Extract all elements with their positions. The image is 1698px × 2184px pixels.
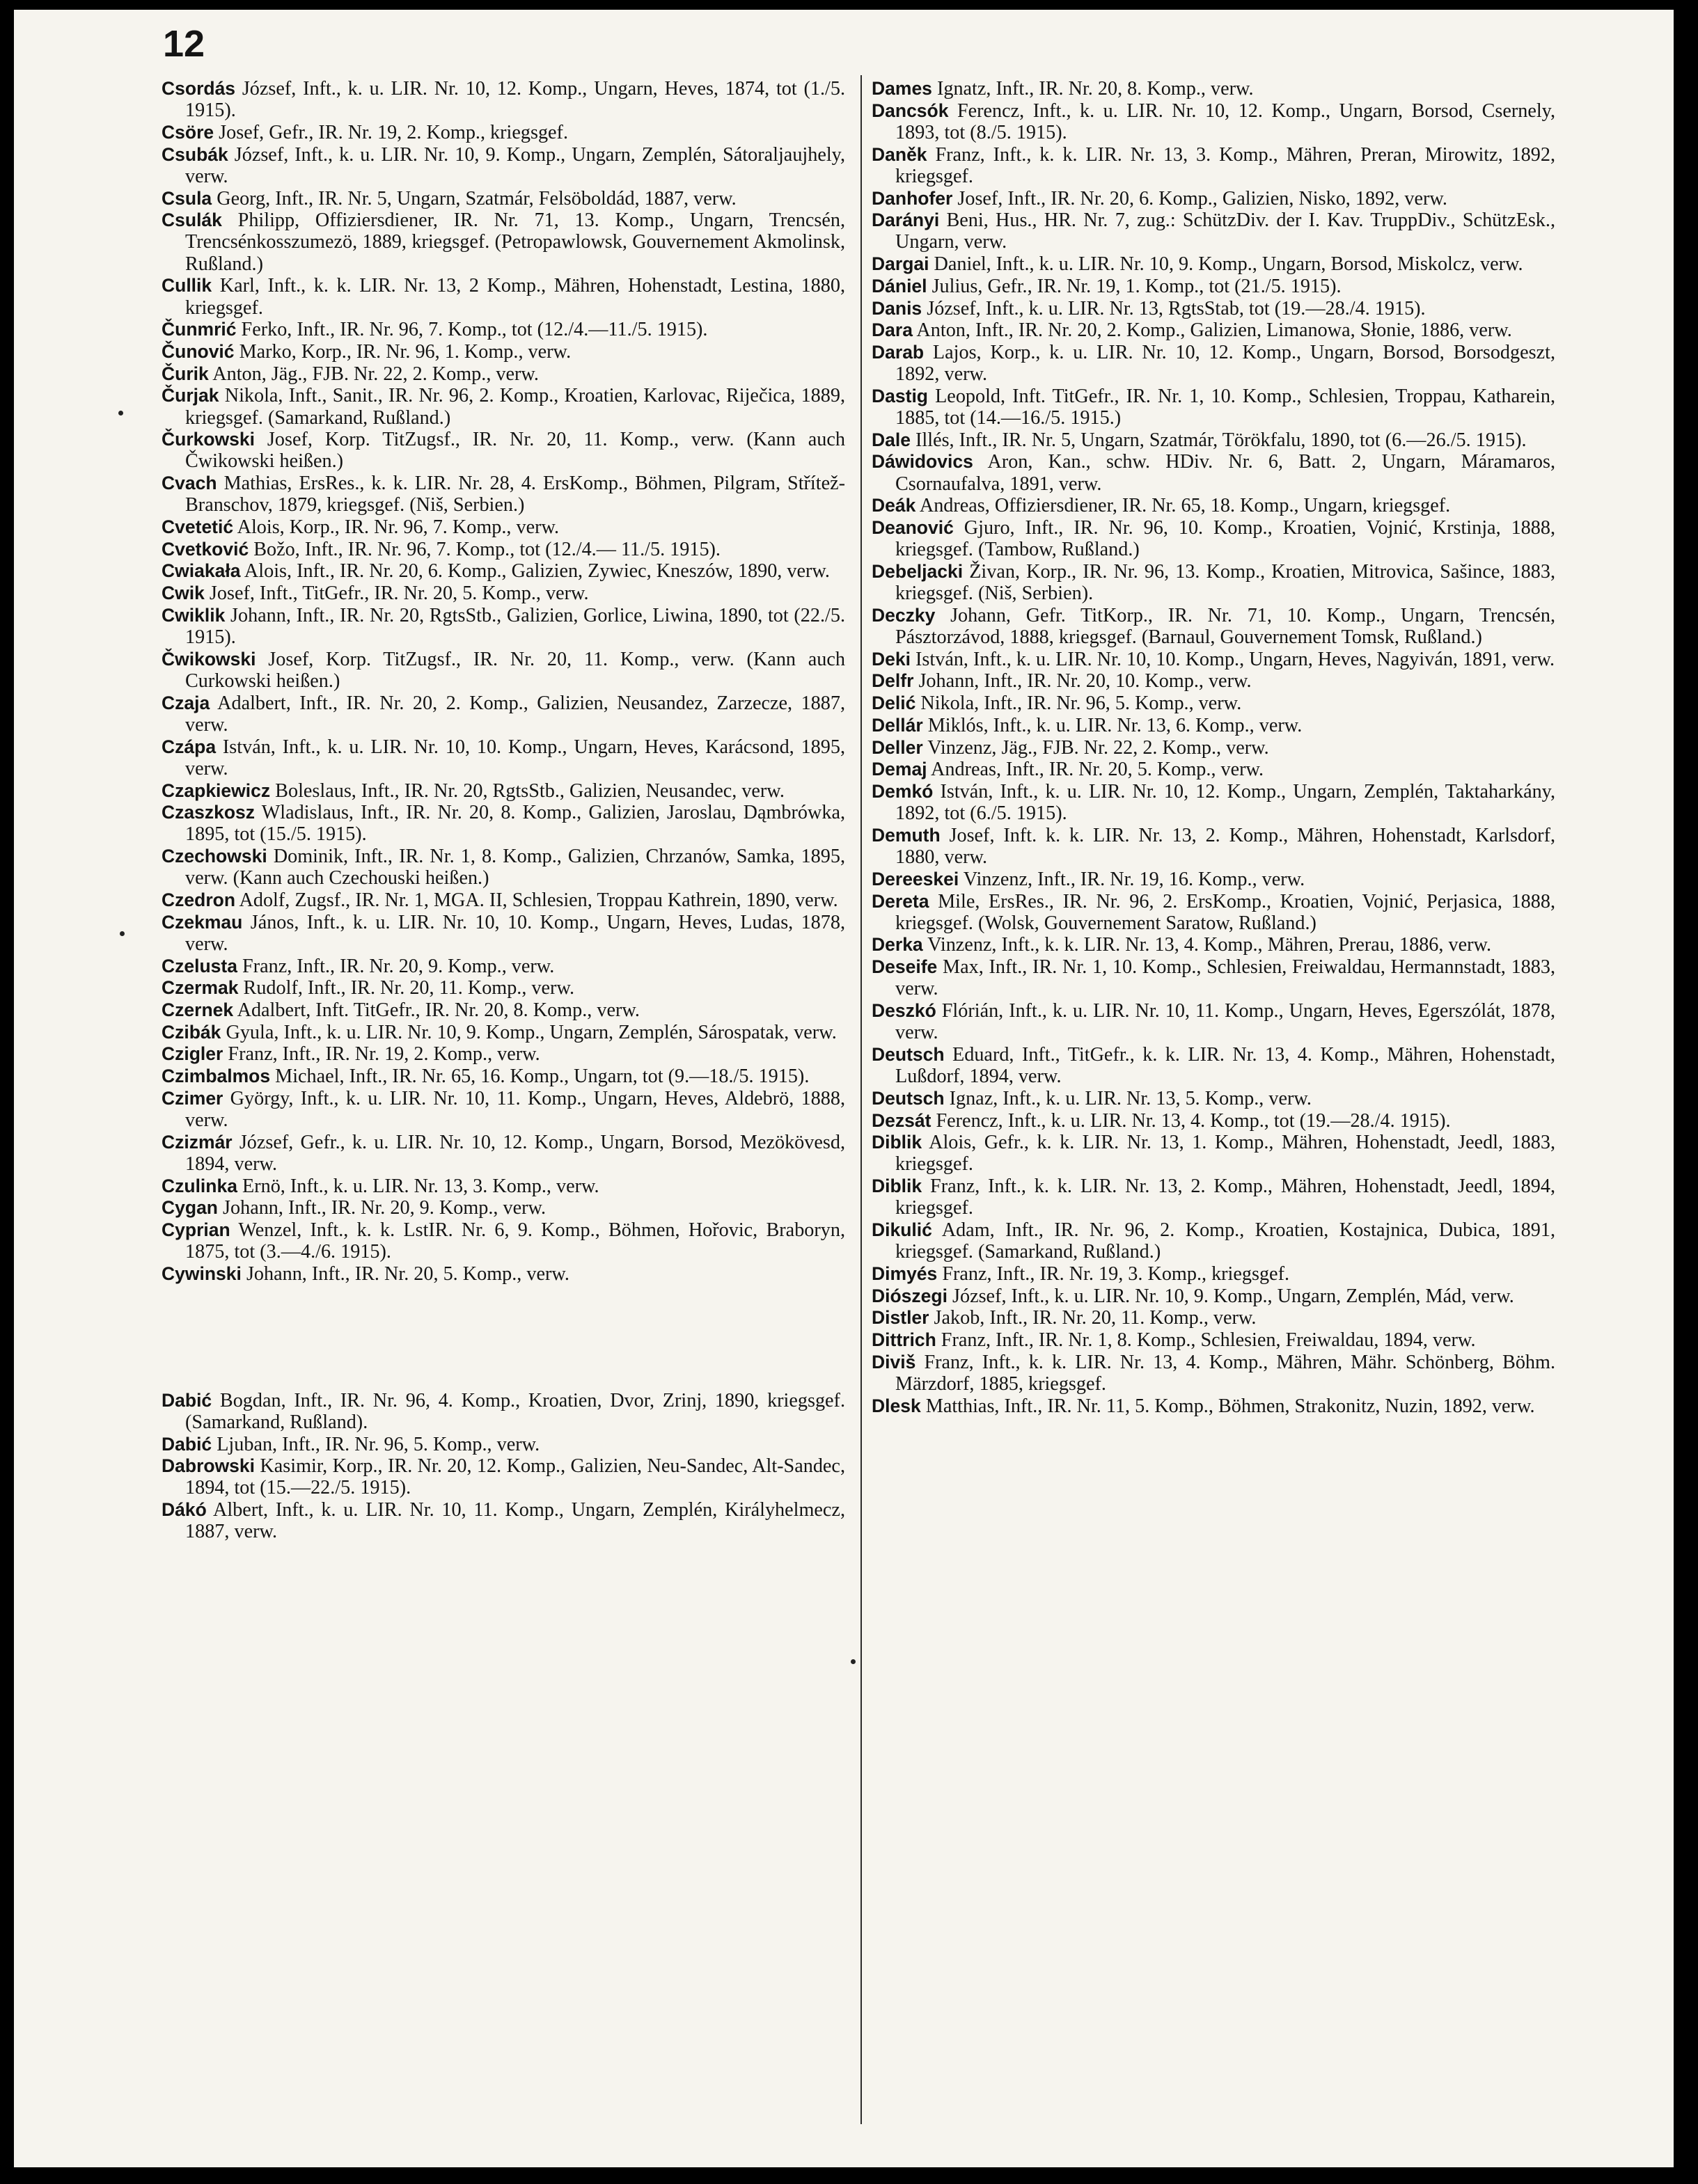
register-entry (872, 517, 1555, 560)
entry-details: Živan, Korp., IR. Nr. 96, 13. Komp., Kroatien, Mitrovica, Sašince, 1883, kriegsgef. (Niš, Serbien). (895, 560, 1555, 605)
register-entry (162, 1197, 845, 1219)
entry-details: Franz, Inft., IR. Nr. 19, 2. Komp., verw. (223, 1043, 540, 1066)
entry-details: Franz, Inft., IR. Nr. 1, 8. Komp., Schlesien, Freiwaldau, 1894, verw. (936, 1329, 1476, 1352)
register-entry (162, 1390, 845, 1433)
register-entry (872, 737, 1555, 759)
entry-details: Ferko, Inft., IR. Nr. 96, 7. Komp., tot (12./4.—11./5. 1915). (236, 319, 708, 341)
entry-details: Vinzenz, Inft., IR. Nr. 19, 16. Komp., verw. (959, 868, 1305, 890)
entry-details: Kasimir, Korp., IR. Nr. 20, 12. Komp., Galizien, Neu-Sandec, Alt-Sandec, 1894, tot (15.—22./5. 1915). (185, 1455, 845, 1499)
entry-details: Albert, Inft., k. u. LIR. Nr. 10, 11. Komp., Ungarn, Zemplén, Királyhelmecz, 1887, verw. (185, 1499, 845, 1543)
entry-surname: Czimbalmos (162, 1066, 271, 1087)
entry-details: Anton, Jäg., FJB. Nr. 22, 2. Komp., verw. (208, 363, 539, 385)
register-entry (162, 1132, 845, 1175)
entry-details: Andreas, Offiziersdiener, IR. Nr. 65, 18. Komp., Ungarn, kriegsgef. (915, 495, 1451, 517)
entry-details: Gjuro, Inft., IR. Nr. 96, 10. Komp., Kroatien, Vojnić, Krstinja, 1888, kriegsgef. (Tambow, Rußland.) (895, 517, 1555, 561)
register-entry (872, 253, 1555, 275)
register-entry (872, 78, 1555, 100)
entry-surname: Czedron (162, 889, 235, 911)
entry-details: Jakob, Inft., IR. Nr. 20, 11. Komp., verw. (929, 1307, 1257, 1329)
register-entry (872, 342, 1555, 385)
register-entry (162, 999, 845, 1021)
entry-details: János, Inft., k. u. LIR. Nr. 10, 10. Komp., Ungarn, Heves, Ludas, 1878, verw. (185, 911, 845, 955)
entry-surname: Czekmau (162, 911, 243, 933)
entry-surname: Cywinski (162, 1263, 242, 1284)
entry-surname: Dale (872, 429, 911, 450)
entry-surname: Darab (872, 341, 925, 363)
entry-details: István, Inft., k. u. LIR. Nr. 10, 10. Komp., Ungarn, Heves, Karácsond, 1895, verw. (185, 736, 845, 780)
entry-details: Ljuban, Inft., IR. Nr. 96, 5. Komp., verw. (212, 1433, 540, 1455)
entry-details: Anton, Inft., IR. Nr. 20, 2. Komp., Galizien, Limanowa, Słonie, 1886, verw. (912, 319, 1512, 342)
entry-details: Ignaz, Inft., k. u. LIR. Nr. 13, 5. Komp., verw. (944, 1087, 1312, 1109)
register-entry (872, 100, 1555, 143)
register-entry (162, 605, 845, 648)
entry-surname: Dastig (872, 385, 928, 406)
entry-details: Alois, Inft., IR. Nr. 20, 6. Komp., Galizien, Zywiec, Kneszów, 1890, verw. (240, 560, 830, 583)
entry-surname: Deák (872, 495, 916, 516)
register-entry (872, 1285, 1555, 1307)
entry-surname: Cullik (162, 275, 212, 296)
register-entry (162, 977, 845, 999)
entry-surname: Dargai (872, 253, 929, 275)
entry-surname: Cvach (162, 473, 217, 494)
register-entry (872, 298, 1555, 319)
entry-details: Franz, Inft., k. k. LIR. Nr. 13, 3. Komp., Mähren, Preran, Mirowitz, 1892, kriegsgef. (895, 143, 1555, 187)
register-entry (162, 1219, 845, 1263)
register-entry (872, 781, 1555, 824)
entry-details: Franz, Inft., k. k. LIR. Nr. 13, 2. Komp., Mähren, Hohenstadt, Jeedl, 1894, kriegsgef. (895, 1176, 1555, 1219)
entry-surname: Deki (872, 648, 911, 670)
entry-surname: Debeljacki (872, 560, 964, 582)
entry-details: Karl, Inft., k. k. LIR. Nr. 13, 2 Komp., Mähren, Hohenstadt, Lestina, 1880, kriegsgef. (185, 275, 845, 319)
register-entry (872, 386, 1555, 429)
entry-surname: Dákó (162, 1499, 207, 1521)
entry-surname: Čurkowski (162, 429, 256, 450)
entry-details: Ferencz, Inft., k. u. LIR. Nr. 13, 4. Komp., tot (19.—28./4. 1915). (931, 1109, 1451, 1132)
register-entry (872, 429, 1555, 451)
entry-surname: Delić (872, 693, 916, 714)
entry-surname: Deller (872, 736, 923, 758)
register-entry (872, 276, 1555, 297)
entry-surname: Dabrowski (162, 1455, 256, 1477)
entry-details: József, Gefr., k. u. LIR. Nr. 10, 12. Komp., Ungarn, Borsod, Mezökövesd, 1894, verw. (185, 1131, 845, 1175)
register-entry (162, 188, 845, 209)
entry-surname: Deczky (872, 604, 936, 626)
entry-surname: Cwik (162, 583, 205, 604)
right-column (872, 78, 1555, 1417)
entry-details: Alois, Korp., IR. Nr. 96, 7. Komp., verw. (233, 516, 560, 539)
register-entry (872, 1088, 1555, 1109)
document-page (14, 10, 1674, 2167)
register-entry (162, 319, 845, 340)
entry-details: Boleslaus, Inft., IR. Nr. 20, RgtsStb., Galizien, Neusandec, verw. (270, 780, 785, 802)
entry-surname: Csula (162, 187, 212, 209)
entry-details: Michael, Inft., IR. Nr. 65, 16. Komp., Ungarn, tot (9.—18./5. 1915). (270, 1066, 810, 1088)
entry-details: Lajos, Korp., k. u. LIR. Nr. 10, 12. Komp., Ungarn, Borsod, Borsodgeszt, 1892, verw. (895, 341, 1555, 386)
entry-surname: Dancsók (872, 100, 949, 121)
register-entry (162, 1022, 845, 1043)
entry-surname: Danhofer (872, 187, 953, 209)
entry-details: Josef, Gefr., IR. Nr. 19, 2. Komp., kriegsgef. (214, 121, 568, 143)
register-entry (162, 1176, 845, 1197)
register-entry (872, 956, 1555, 999)
register-entry (872, 715, 1555, 736)
entry-surname: Deszkó (872, 1000, 936, 1022)
entry-surname: Dames (872, 78, 932, 99)
entry-details: Johann, Inft., IR. Nr. 20, 5. Komp., verw. (241, 1263, 569, 1285)
entry-details: Alois, Gefr., k. k. LIR. Nr. 13, 1. Komp., Mähren, Hohenstadt, Jeedl, 1883, kriegsgef. (895, 1132, 1555, 1176)
entry-details: Johann, Inft., IR. Nr. 20, 9. Komp., verw. (218, 1197, 547, 1219)
register-entry (162, 1066, 845, 1087)
register-entry (872, 1263, 1555, 1285)
entry-surname: Czelusta (162, 955, 237, 976)
entry-details: Dominik, Inft., IR. Nr. 1, 8. Komp., Galizien, Chrzanów, Samka, 1895, verw. (Kann auch Czechouski heißen.) (185, 846, 845, 889)
right-column-d-entries (872, 78, 1555, 1417)
entry-details: József, Inft., k. u. LIR. Nr. 13, RgtsStab, tot (19.—28./4. 1915). (922, 297, 1426, 319)
register-entry (162, 144, 845, 187)
entry-details: Franz, Inft., k. k. LIR. Nr. 13, 4. Komp., Mähren, Mähr. Schönberg, Böhm. Märzdorf, 1885, kriegsgef. (895, 1351, 1555, 1395)
entry-surname: Čurik (162, 363, 209, 384)
entry-surname: Demuth (872, 824, 941, 846)
register-entry (162, 802, 845, 845)
entry-surname: Czaja (162, 692, 210, 713)
entry-details: Johann, Inft., IR. Nr. 20, 10. Komp., verw. (913, 670, 1252, 693)
entry-details: Božo, Inft., IR. Nr. 96, 7. Komp., tot (12./4.— 11./5. 1915). (249, 538, 721, 560)
register-entry (872, 934, 1555, 956)
entry-details: Ignatz, Inft., IR. Nr. 20, 8. Komp., verw. (931, 78, 1254, 100)
entry-details: Josef, Korp. TitZugsf., IR. Nr. 20, 11. Komp., verw. (Kann auch Čwikowski heißen.) (185, 429, 845, 473)
register-entry (162, 693, 845, 736)
entry-surname: Diószegi (872, 1285, 948, 1306)
register-entry (162, 846, 845, 889)
section-gap (162, 1285, 845, 1390)
entry-details: Josef, Inft. k. k. LIR. Nr. 13, 2. Komp., Mähren, Hohenstadt, Karlsdorf, 1880, verw. (895, 824, 1555, 869)
register-entry (162, 1263, 845, 1285)
entry-surname: Dabić (162, 1433, 212, 1455)
register-entry (162, 889, 845, 911)
entry-surname: Dara (872, 319, 913, 341)
entry-details: Vinzenz, Inft., k. k. LIR. Nr. 13, 4. Komp., Mähren, Prerau, 1886, verw. (922, 934, 1492, 956)
entry-surname: Czizmár (162, 1131, 233, 1153)
entry-details: Adalbert, Inft. TitGefr., IR. Nr. 20, 8. Komp., verw. (233, 999, 640, 1022)
register-entry (162, 385, 845, 428)
entry-surname: Dáwidovics (872, 451, 973, 473)
entry-surname: Dereeskei (872, 868, 959, 889)
entry-details: Mile, ErsRes., IR. Nr. 96, 2. ErsKomp., Kroatien, Vojnić, Perjasica, 1888, kriegsgef. (Wolsk, Gouvernement Saratow, Rußland.) (895, 890, 1555, 934)
entry-surname: Delfr (872, 670, 914, 692)
entry-details: István, Inft., k. u. LIR. Nr. 10, 12. Komp., Ungarn, Zemplén, Taktaharkány, 1892, tot (6./5. 1915). (895, 781, 1555, 825)
register-entry (872, 825, 1555, 868)
entry-surname: Czechowski (162, 846, 267, 867)
register-entry (162, 429, 845, 472)
register-entry (872, 1132, 1555, 1175)
entry-details: Nikola, Inft., IR. Nr. 96, 5. Komp., verw. (915, 693, 1242, 715)
entry-surname: Čurjak (162, 385, 219, 406)
register-entry (872, 670, 1555, 692)
entry-details: Leopold, Inft. TitGefr., IR. Nr. 1, 10. Komp., Schlesien, Troppau, Katharein, 1885, tot (14.—16./5. 1915.) (895, 385, 1555, 429)
entry-details: Josef, Korp. TitZugsf., IR. Nr. 20, 11. Komp., verw. (Kann auch Curkowski heißen.) (185, 648, 845, 692)
entry-details: Johann, Inft., IR. Nr. 20, RgtsStb., Galizien, Gorlice, Liwina, 1890, tot (22./5. 1915). (185, 604, 845, 649)
register-entry (162, 560, 845, 582)
entry-surname: Czulinka (162, 1175, 237, 1196)
entry-surname: Demkó (872, 781, 934, 802)
entry-surname: Czibák (162, 1021, 221, 1043)
entry-details: István, Inft., k. u. LIR. Nr. 10, 10. Komp., Ungarn, Heves, Nagyiván, 1891, verw. (910, 648, 1555, 670)
entry-surname: Deanović (872, 517, 954, 539)
entry-details: Wladislaus, Inft., IR. Nr. 20, 8. Komp., Galizien, Jaroslau, Dąmbrówka, 1895, tot (15./5. 1915). (185, 802, 845, 846)
entry-details: Vinzenz, Jäg., FJB. Nr. 22, 2. Komp., verw. (922, 736, 1269, 759)
entry-surname: Darányi (872, 209, 940, 231)
entry-surname: Demaj (872, 759, 927, 780)
entry-surname: Deutsch (872, 1043, 945, 1065)
entry-surname: Dimyés (872, 1263, 938, 1284)
entry-surname: Cwiklik (162, 604, 226, 626)
entry-details: Marko, Korp., IR. Nr. 96, 1. Komp., verw. (234, 340, 572, 363)
entry-details: Illés, Inft., IR. Nr. 5, Ungarn, Szatmár, Törökfalu, 1890, tot (6.—26./5. 1915). (910, 429, 1527, 451)
left-column-d-entries (162, 1390, 845, 1543)
entry-surname: Csordás (162, 78, 236, 99)
register-entry (872, 1044, 1555, 1087)
entry-details: Wenzel, Inft., k. k. LstIR. Nr. 6, 9. Komp., Böhmen, Hořovic, Braboryn, 1875, tot (3.—4./6. 1915). (185, 1219, 845, 1263)
register-entry (872, 649, 1555, 670)
register-entry (162, 583, 845, 604)
entry-surname: Czápa (162, 736, 217, 757)
entry-surname: Czaszkosz (162, 802, 256, 823)
register-entry (872, 561, 1555, 604)
register-entry (872, 1110, 1555, 1132)
entry-surname: Cygan (162, 1197, 218, 1219)
register-entry (872, 891, 1555, 934)
entry-surname: Diviš (872, 1351, 916, 1372)
register-entry (872, 693, 1555, 714)
register-entry (872, 319, 1555, 341)
entry-surname: Csulák (162, 209, 222, 231)
register-entry (162, 1455, 845, 1498)
register-entry (162, 1088, 845, 1131)
entry-surname: Czapkiewicz (162, 780, 271, 801)
entry-surname: Czimer (162, 1087, 223, 1109)
entry-surname: Dániel (872, 275, 927, 296)
entry-surname: Distler (872, 1307, 929, 1329)
entry-details: Eduard, Inft., TitGefr., k. k. LIR. Nr. 13, 4. Komp., Mähren, Hohenstadt, Lußdorf, 1894, verw. (895, 1043, 1555, 1088)
entry-surname: Cwiakała (162, 560, 241, 582)
entry-surname: Dereta (872, 890, 929, 912)
entry-surname: Dittrich (872, 1329, 936, 1351)
entry-surname: Csöre (162, 121, 214, 143)
register-entry (872, 1329, 1555, 1351)
register-entry (162, 341, 845, 363)
entry-details: György, Inft., k. u. LIR. Nr. 10, 11. Komp., Ungarn, Heves, Aldebrö, 1888, verw. (185, 1087, 845, 1132)
entry-surname: Danis (872, 297, 922, 319)
entry-surname: Čunović (162, 340, 235, 362)
register-entry (872, 1307, 1555, 1329)
entry-details: Aron, Kan., schw. HDiv. Nr. 6, Batt. 2, Ungarn, Máramaros, Csornaufalva, 1891, verw. (895, 451, 1555, 495)
print-speck (851, 1659, 856, 1664)
print-speck (120, 931, 125, 936)
entry-details: Daniel, Inft., k. u. LIR. Nr. 10, 9. Komp., Ungarn, Borsod, Miskolcz, verw. (929, 253, 1523, 276)
entry-surname: Czigler (162, 1043, 223, 1065)
register-entry (872, 144, 1555, 187)
entry-surname: Dezsát (872, 1109, 931, 1131)
entry-details: Bogdan, Inft., IR. Nr. 96, 4. Komp., Kroatien, Dvor, Zrinj, 1890, kriegsgef. (Samarkand, Rußland). (185, 1389, 845, 1433)
entry-details: Rudolf, Inft., IR. Nr. 20, 11. Komp., verw. (238, 977, 575, 999)
entry-surname: Deseife (872, 956, 938, 978)
register-entry (872, 1000, 1555, 1043)
entry-details: Julius, Gefr., IR. Nr. 19, 1. Komp., tot (21./5. 1915). (927, 275, 1342, 297)
entry-surname: Cvetetić (162, 516, 234, 538)
entry-surname: Csubák (162, 143, 228, 165)
register-entry (162, 649, 845, 692)
entry-surname: Dellár (872, 714, 923, 736)
entry-surname: Czermak (162, 977, 239, 999)
entry-surname: Deutsch (872, 1087, 945, 1109)
register-entry (162, 956, 845, 977)
entry-details: Andreas, Inft., IR. Nr. 20, 5. Komp., verw. (927, 759, 1264, 781)
entry-details: Flórián, Inft., k. u. LIR. Nr. 10, 11. Komp., Ungarn, Heves, Egerszólát, 1878, verw. (895, 1000, 1555, 1044)
register-entry (872, 869, 1555, 890)
entry-details: Miklós, Inft., k. u. LIR. Nr. 13, 6. Komp., verw. (922, 714, 1303, 736)
entry-details: Mathias, ErsRes., k. k. LIR. Nr. 28, 4. ErsKomp., Böhmen, Pilgram, Střítež-Branschov, 1879, kriegsgef. (Niš, Serbien.) (185, 473, 845, 516)
entry-surname: Dikulić (872, 1219, 932, 1241)
entry-surname: Čunmrić (162, 319, 237, 340)
entry-surname: Čwikowski (162, 648, 256, 670)
register-entry (162, 209, 845, 275)
register-entry (162, 736, 845, 780)
register-entry (162, 473, 845, 516)
register-entry (162, 1434, 845, 1455)
entry-details: József, Inft., k. u. LIR. Nr. 10, 9. Komp., Ungarn, Zemplén, Sátoraljaujhely, verw. (185, 143, 845, 187)
register-entry (162, 1499, 845, 1542)
entry-details: Josef, Inft., IR. Nr. 20, 6. Komp., Galizien, Nisko, 1892, verw. (952, 187, 1447, 209)
entry-details: Adalbert, Inft., IR. Nr. 20, 2. Komp., Galizien, Neusandez, Zarzecze, 1887, verw. (185, 692, 845, 736)
entry-details: Franz, Inft., IR. Nr. 19, 3. Komp., kriegsgef. (937, 1263, 1290, 1285)
entry-surname: Dlesk (872, 1395, 921, 1416)
page-number: 12 (163, 23, 205, 65)
register-entry (162, 539, 845, 560)
entry-details: Adam, Inft., IR. Nr. 96, 2. Komp., Kroatien, Kostajnica, Dubica, 1891, kriegsgef. (Samarkand, Rußland.) (895, 1219, 1555, 1263)
entry-surname: Diblik (872, 1176, 922, 1197)
print-speck (118, 411, 123, 416)
register-entry (162, 912, 845, 955)
register-entry (872, 209, 1555, 253)
register-entry (162, 122, 845, 143)
entry-surname: Daněk (872, 143, 927, 165)
entry-details: Philipp, Offiziersdiener, IR. Nr. 71, 13. Komp., Ungarn, Trencsén, Trencsénkosszumezö, 1889, kriegsgef. (Petropawlowsk, Gouvernement Akmolinsk, Rußland.) (185, 209, 845, 275)
entry-details: Ernö, Inft., k. u. LIR. Nr. 13, 3. Komp., verw. (237, 1175, 599, 1197)
register-entry (162, 275, 845, 318)
entry-details: Matthias, Inft., IR. Nr. 11, 5. Komp., Böhmen, Strakonitz, Nuzin, 1892, verw. (920, 1395, 1535, 1417)
entry-surname: Cyprian (162, 1219, 230, 1241)
entry-details: Max, Inft., IR. Nr. 1, 10. Komp., Schlesien, Freiwaldau, Hermannstadt, 1883, verw. (895, 956, 1555, 1000)
entry-details: Nikola, Inft., Sanit., IR. Nr. 96, 2. Komp., Kroatien, Karlovac, Riječica, 1889, kriegsgef. (Samarkand, Rußland.) (185, 385, 845, 429)
entry-details: Adolf, Zugsf., IR. Nr. 1, MGA. II, Schlesien, Troppau Kathrein, 1890, verw. (235, 889, 838, 912)
register-entry (872, 495, 1555, 516)
entry-details: József, Inft., k. u. LIR. Nr. 10, 9. Komp., Ungarn, Zemplén, Mád, verw. (947, 1285, 1514, 1307)
register-entry (872, 605, 1555, 648)
register-entry (872, 1395, 1555, 1417)
column-divider (860, 75, 862, 2124)
register-entry (872, 188, 1555, 209)
entry-surname: Dabić (162, 1389, 212, 1411)
entry-surname: Czernek (162, 999, 234, 1021)
register-entry (162, 78, 845, 121)
register-entry (872, 1352, 1555, 1395)
left-column-c-entries (162, 78, 845, 1285)
register-entry (162, 1043, 845, 1065)
register-entry (162, 363, 845, 385)
register-entry (872, 1176, 1555, 1219)
entry-surname: Diblik (872, 1132, 922, 1153)
entry-surname: Derka (872, 934, 923, 956)
entry-details: Beni, Hus., HR. Nr. 7, zug.: SchützDiv. der I. Kav. TruppDiv., SchützEsk., Ungarn, verw. (895, 209, 1555, 253)
entry-details: Franz, Inft., IR. Nr. 20, 9. Komp., verw. (237, 955, 555, 977)
entry-details: Gyula, Inft., k. u. LIR. Nr. 10, 9. Komp., Ungarn, Zemplén, Sárospatak, verw. (221, 1021, 837, 1043)
register-entry (872, 451, 1555, 494)
entry-details: Johann, Gefr. TitKorp., IR. Nr. 71, 10. Komp., Ungarn, Trencsén, Pásztorzávod, 1888, kriegsgef. (Barnaul, Gouvernement Tomsk, Rußland.) (895, 604, 1555, 649)
register-entry (162, 516, 845, 538)
register-entry (872, 759, 1555, 780)
entry-details: Josef, Inft., TitGefr., IR. Nr. 20, 5. Komp., verw. (204, 583, 589, 605)
entry-surname: Cvetković (162, 538, 249, 560)
entry-details: József, Inft., k. u. LIR. Nr. 10, 12. Komp., Ungarn, Heves, 1874, tot (1./5. 1915). (185, 78, 845, 122)
entry-details: Ferencz, Inft., k. u. LIR. Nr. 10, 12. Komp., Ungarn, Borsod, Csernely, 1893, tot (8./5. 1915). (895, 100, 1555, 143)
register-entry (872, 1219, 1555, 1263)
left-column (162, 78, 845, 1543)
register-entry (162, 780, 845, 802)
entry-details: Georg, Inft., IR. Nr. 5, Ungarn, Szatmár, Felsöboldád, 1887, verw. (212, 187, 737, 209)
